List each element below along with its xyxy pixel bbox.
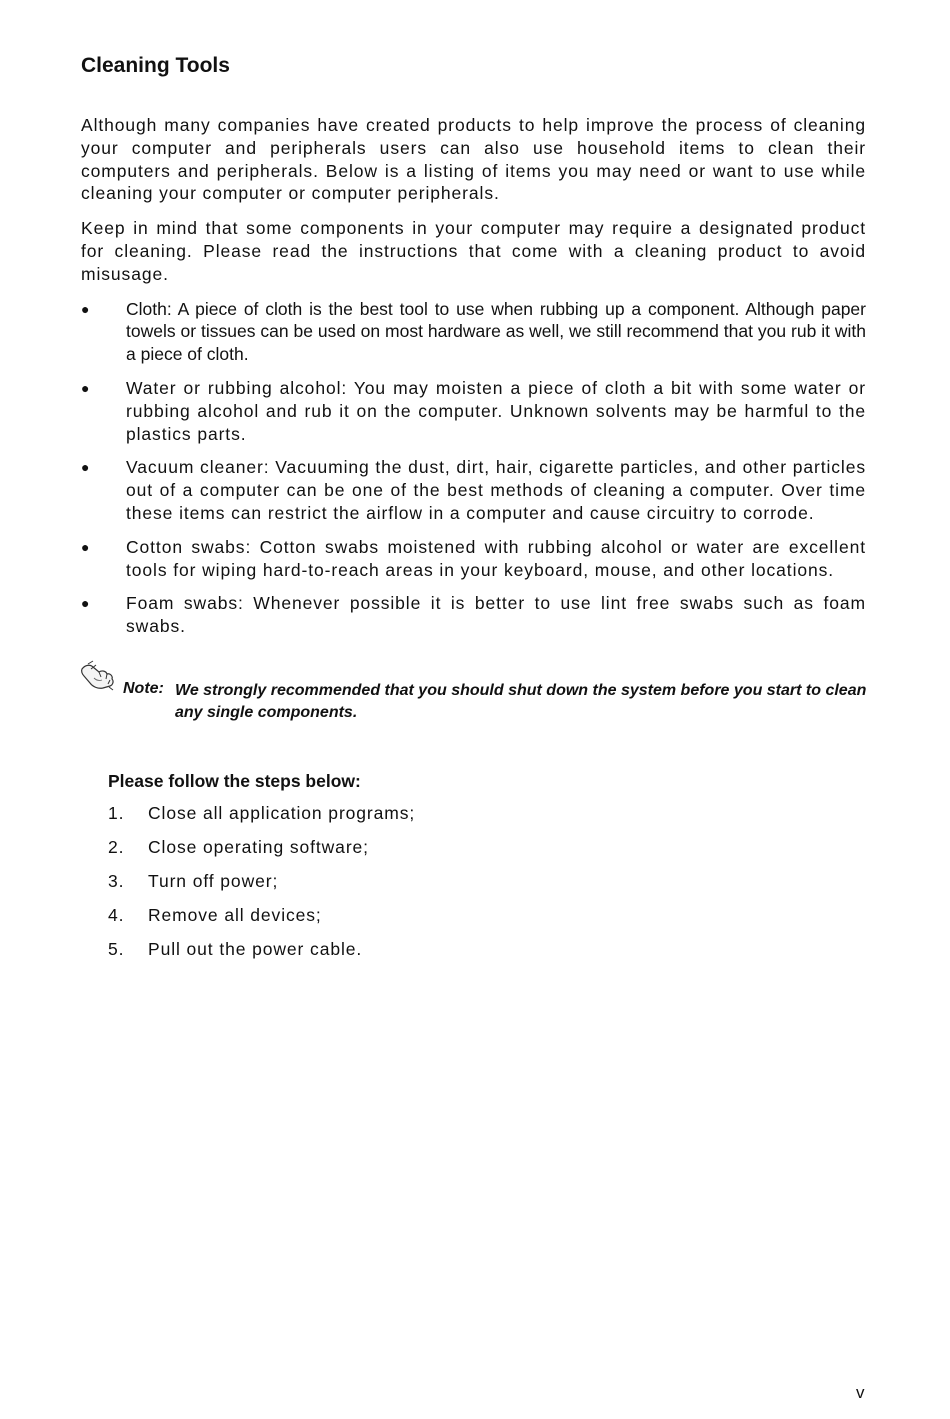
step-number: 2.	[108, 836, 125, 857]
step-item	[108, 938, 866, 960]
bullet-icon: ●	[81, 538, 91, 555]
step-item	[108, 802, 866, 824]
step-number: 3.	[108, 870, 125, 891]
list-item-text: Water or rubbing alcohol: You may moisten a piece of cloth a bit with some water or rubbing alcohol and rub it on the computer. Unknown solvents may be harmful to the plastics parts.	[126, 377, 866, 444]
list-item-text: Vacuum cleaner: Vacuuming the dust, dirt, hair, cigarette particles, and other particles out of a computer can be one of the best methods of cleaning a computer. Over time these items can restrict the airflow in a computer and cause circuitry to corrode.	[126, 457, 867, 523]
section-heading: Cleaning Tools	[81, 54, 230, 77]
cleaning-tools-list	[81, 298, 866, 638]
step-text: Close operating software;	[148, 836, 369, 857]
list-item-text: Cloth: A piece of cloth is the best tool to use when rubbing up a component. Although paper towels or tissues can be used on most hardware as well, we still recommend that you rub it with a piece of cloth.	[126, 298, 866, 365]
page-number: v	[856, 1383, 865, 1402]
step-text: Close all application programs;	[148, 802, 416, 823]
bullet-icon: ●	[81, 459, 91, 476]
list-item-water	[81, 377, 866, 445]
step-text: Turn off power;	[148, 870, 279, 891]
list-item-text: Cotton swabs: Cotton swabs moistened with rubbing alcohol or water are excellent tools for wiping hard-to-reach areas in your keyboard, mouse, and other locations.	[126, 536, 866, 580]
step-item	[108, 836, 866, 858]
note-hand-icon	[79, 660, 117, 692]
step-number: 5.	[108, 938, 125, 959]
note-label: Note:	[123, 679, 164, 697]
steps-title: Please follow the steps below:	[108, 770, 361, 791]
intro-paragraph-2: Keep in mind that some components in your computer may require a designated product for cleaning. Please read the instructions that come with a cleaning product to avoid misusage.	[81, 218, 866, 284]
step-number: 4.	[108, 904, 125, 925]
step-item	[108, 904, 866, 926]
note-box	[81, 660, 866, 730]
list-item-cotton-swabs	[81, 536, 866, 582]
intro-paragraph-1: Although many companies have created products to help improve the process of cleaning your computer and peripherals users can also use household items to clean their computers and peripherals. Below is a listing of items you may need or want to use while cleaning your computer or computer peripherals.	[81, 115, 866, 204]
steps-list	[81, 802, 866, 960]
note-text: We strongly recommended that you should shut down the system before you start to clean any single components.	[175, 681, 867, 722]
step-item	[108, 870, 866, 892]
bullet-icon: ●	[81, 595, 91, 612]
list-item-vacuum	[81, 456, 866, 524]
list-item-cloth	[81, 298, 866, 366]
list-item-foam-swabs	[81, 592, 866, 638]
step-text: Remove all devices;	[148, 904, 322, 925]
step-text: Pull out the power cable.	[148, 938, 363, 959]
list-item-text: Foam swabs: Whenever possible it is better to use lint free swabs such as foam swabs.	[126, 593, 866, 637]
bullet-icon: ●	[81, 379, 91, 396]
document-page	[81, 52, 866, 972]
bullet-icon: ●	[81, 300, 90, 317]
step-number: 1.	[108, 802, 125, 823]
